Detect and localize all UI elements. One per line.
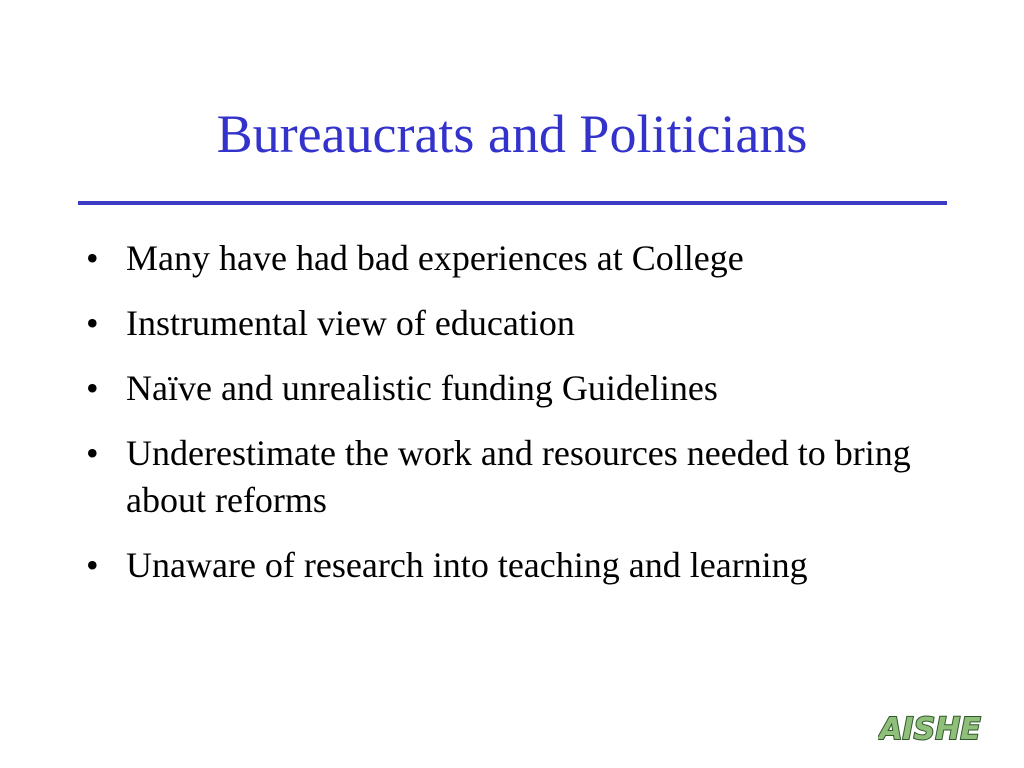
title-divider bbox=[78, 201, 947, 205]
bullet-text: Many have had bad experiences at College bbox=[126, 238, 744, 278]
bullet-marker: • bbox=[86, 368, 99, 408]
slide-title: Bureaucrats and Politicians bbox=[216, 104, 808, 164]
bullet-text: Unaware of research into teaching and learning bbox=[126, 545, 808, 585]
bullet-item bbox=[80, 430, 940, 524]
bullet-marker: • bbox=[86, 433, 99, 473]
aishe-logo bbox=[878, 708, 982, 748]
bullet-text: Underestimate the work and resources needed to bring about reforms bbox=[126, 433, 911, 520]
bullet-text: Instrumental view of education bbox=[126, 303, 575, 343]
bullet-marker: • bbox=[86, 303, 99, 343]
bullet-item bbox=[80, 365, 940, 412]
bullet-item bbox=[80, 542, 940, 589]
bullet-item bbox=[80, 235, 940, 282]
logo-text: AISHE bbox=[879, 712, 981, 747]
bullet-list bbox=[80, 235, 940, 607]
bullet-text: Naïve and unrealistic funding Guidelines bbox=[126, 368, 718, 408]
bullet-item bbox=[80, 300, 940, 347]
bullet-marker: • bbox=[86, 238, 99, 278]
bullet-marker: • bbox=[86, 545, 99, 585]
